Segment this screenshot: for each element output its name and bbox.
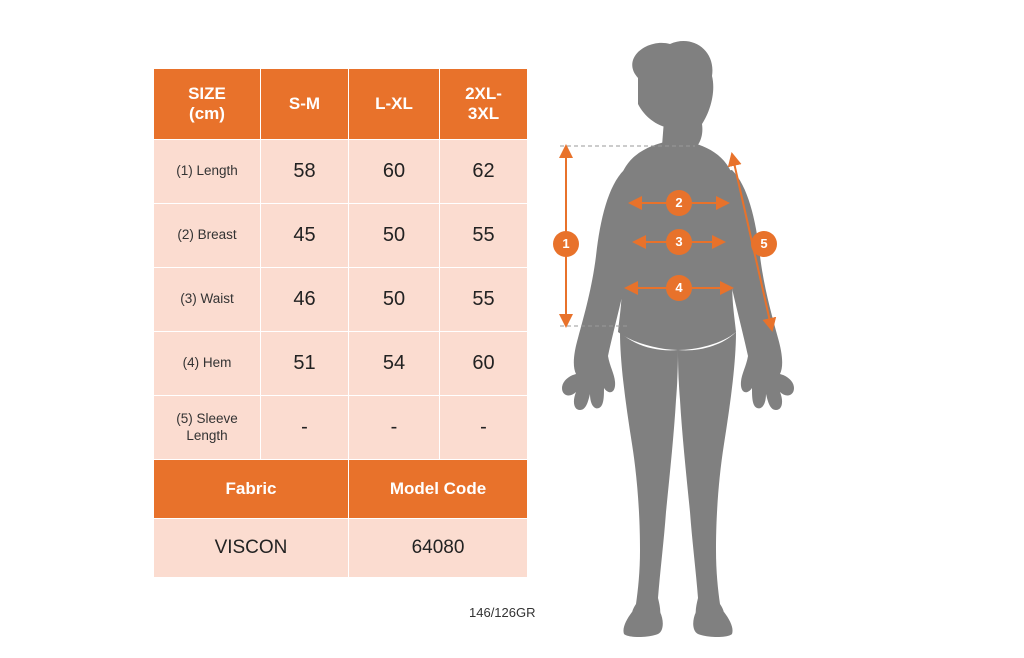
table-footer-value-row [154, 519, 528, 578]
header-2xl-line2: 3XL [467, 104, 500, 123]
row-label-sleeve-line2: Length [186, 427, 228, 443]
header-size-line2: (cm) [189, 104, 225, 123]
cell-waist-lxl: 50 [349, 268, 440, 332]
cell-length-sm: 58 [261, 140, 349, 204]
table-row [154, 332, 528, 396]
cell-sleeve-sm: - [261, 396, 349, 460]
table-row [154, 204, 528, 268]
table-row [154, 396, 528, 460]
header-2xl-3xl [440, 69, 528, 140]
cell-waist-2xl: 55 [440, 268, 528, 332]
marker-3-waist: 3 [667, 230, 691, 254]
row-label-breast: (2) Breast [154, 204, 261, 268]
footer-value-model-code: 64080 [349, 519, 528, 578]
cell-breast-2xl: 55 [440, 204, 528, 268]
marker-5-sleeve-length: 5 [752, 232, 776, 256]
female-silhouette-icon [562, 41, 794, 637]
measurement-figure [520, 20, 1020, 640]
header-2xl-line1: 2XL- [465, 84, 502, 104]
row-label-waist: (3) Waist [154, 268, 261, 332]
figure-svg [520, 20, 1020, 640]
header-size-line1: SIZE [188, 84, 226, 104]
cell-breast-lxl: 50 [349, 204, 440, 268]
header-lxl: L-XL [349, 69, 440, 140]
row-label-sleeve-length [154, 396, 261, 460]
footer-value-fabric: VISCON [154, 519, 349, 578]
row-label-length: (1) Length [154, 140, 261, 204]
footer-header-model-code: Model Code [349, 460, 528, 519]
table-header-row [154, 69, 528, 140]
header-size [154, 69, 261, 140]
cell-sleeve-lxl: - [349, 396, 440, 460]
marker-2-breast: 2 [667, 191, 691, 215]
table-row [154, 268, 528, 332]
table-row [154, 140, 528, 204]
marker-4-hem: 4 [667, 276, 691, 300]
size-chart-table [153, 68, 528, 578]
cell-hem-lxl: 54 [349, 332, 440, 396]
cell-waist-sm: 46 [261, 268, 349, 332]
cell-length-2xl: 62 [440, 140, 528, 204]
table-footer-header-row [154, 460, 528, 519]
footer-header-fabric: Fabric [154, 460, 349, 519]
cell-hem-2xl: 60 [440, 332, 528, 396]
cell-breast-sm: 45 [261, 204, 349, 268]
row-label-sleeve-line1: (5) Sleeve [176, 411, 238, 427]
row-label-hem: (4) Hem [154, 332, 261, 396]
cell-length-lxl: 60 [349, 140, 440, 204]
marker-1-length: 1 [554, 232, 578, 256]
header-sm: S-M [261, 69, 349, 140]
cell-sleeve-2xl: - [440, 396, 528, 460]
caption-model-weight: 146/126GR [469, 605, 536, 620]
cell-hem-sm: 51 [261, 332, 349, 396]
